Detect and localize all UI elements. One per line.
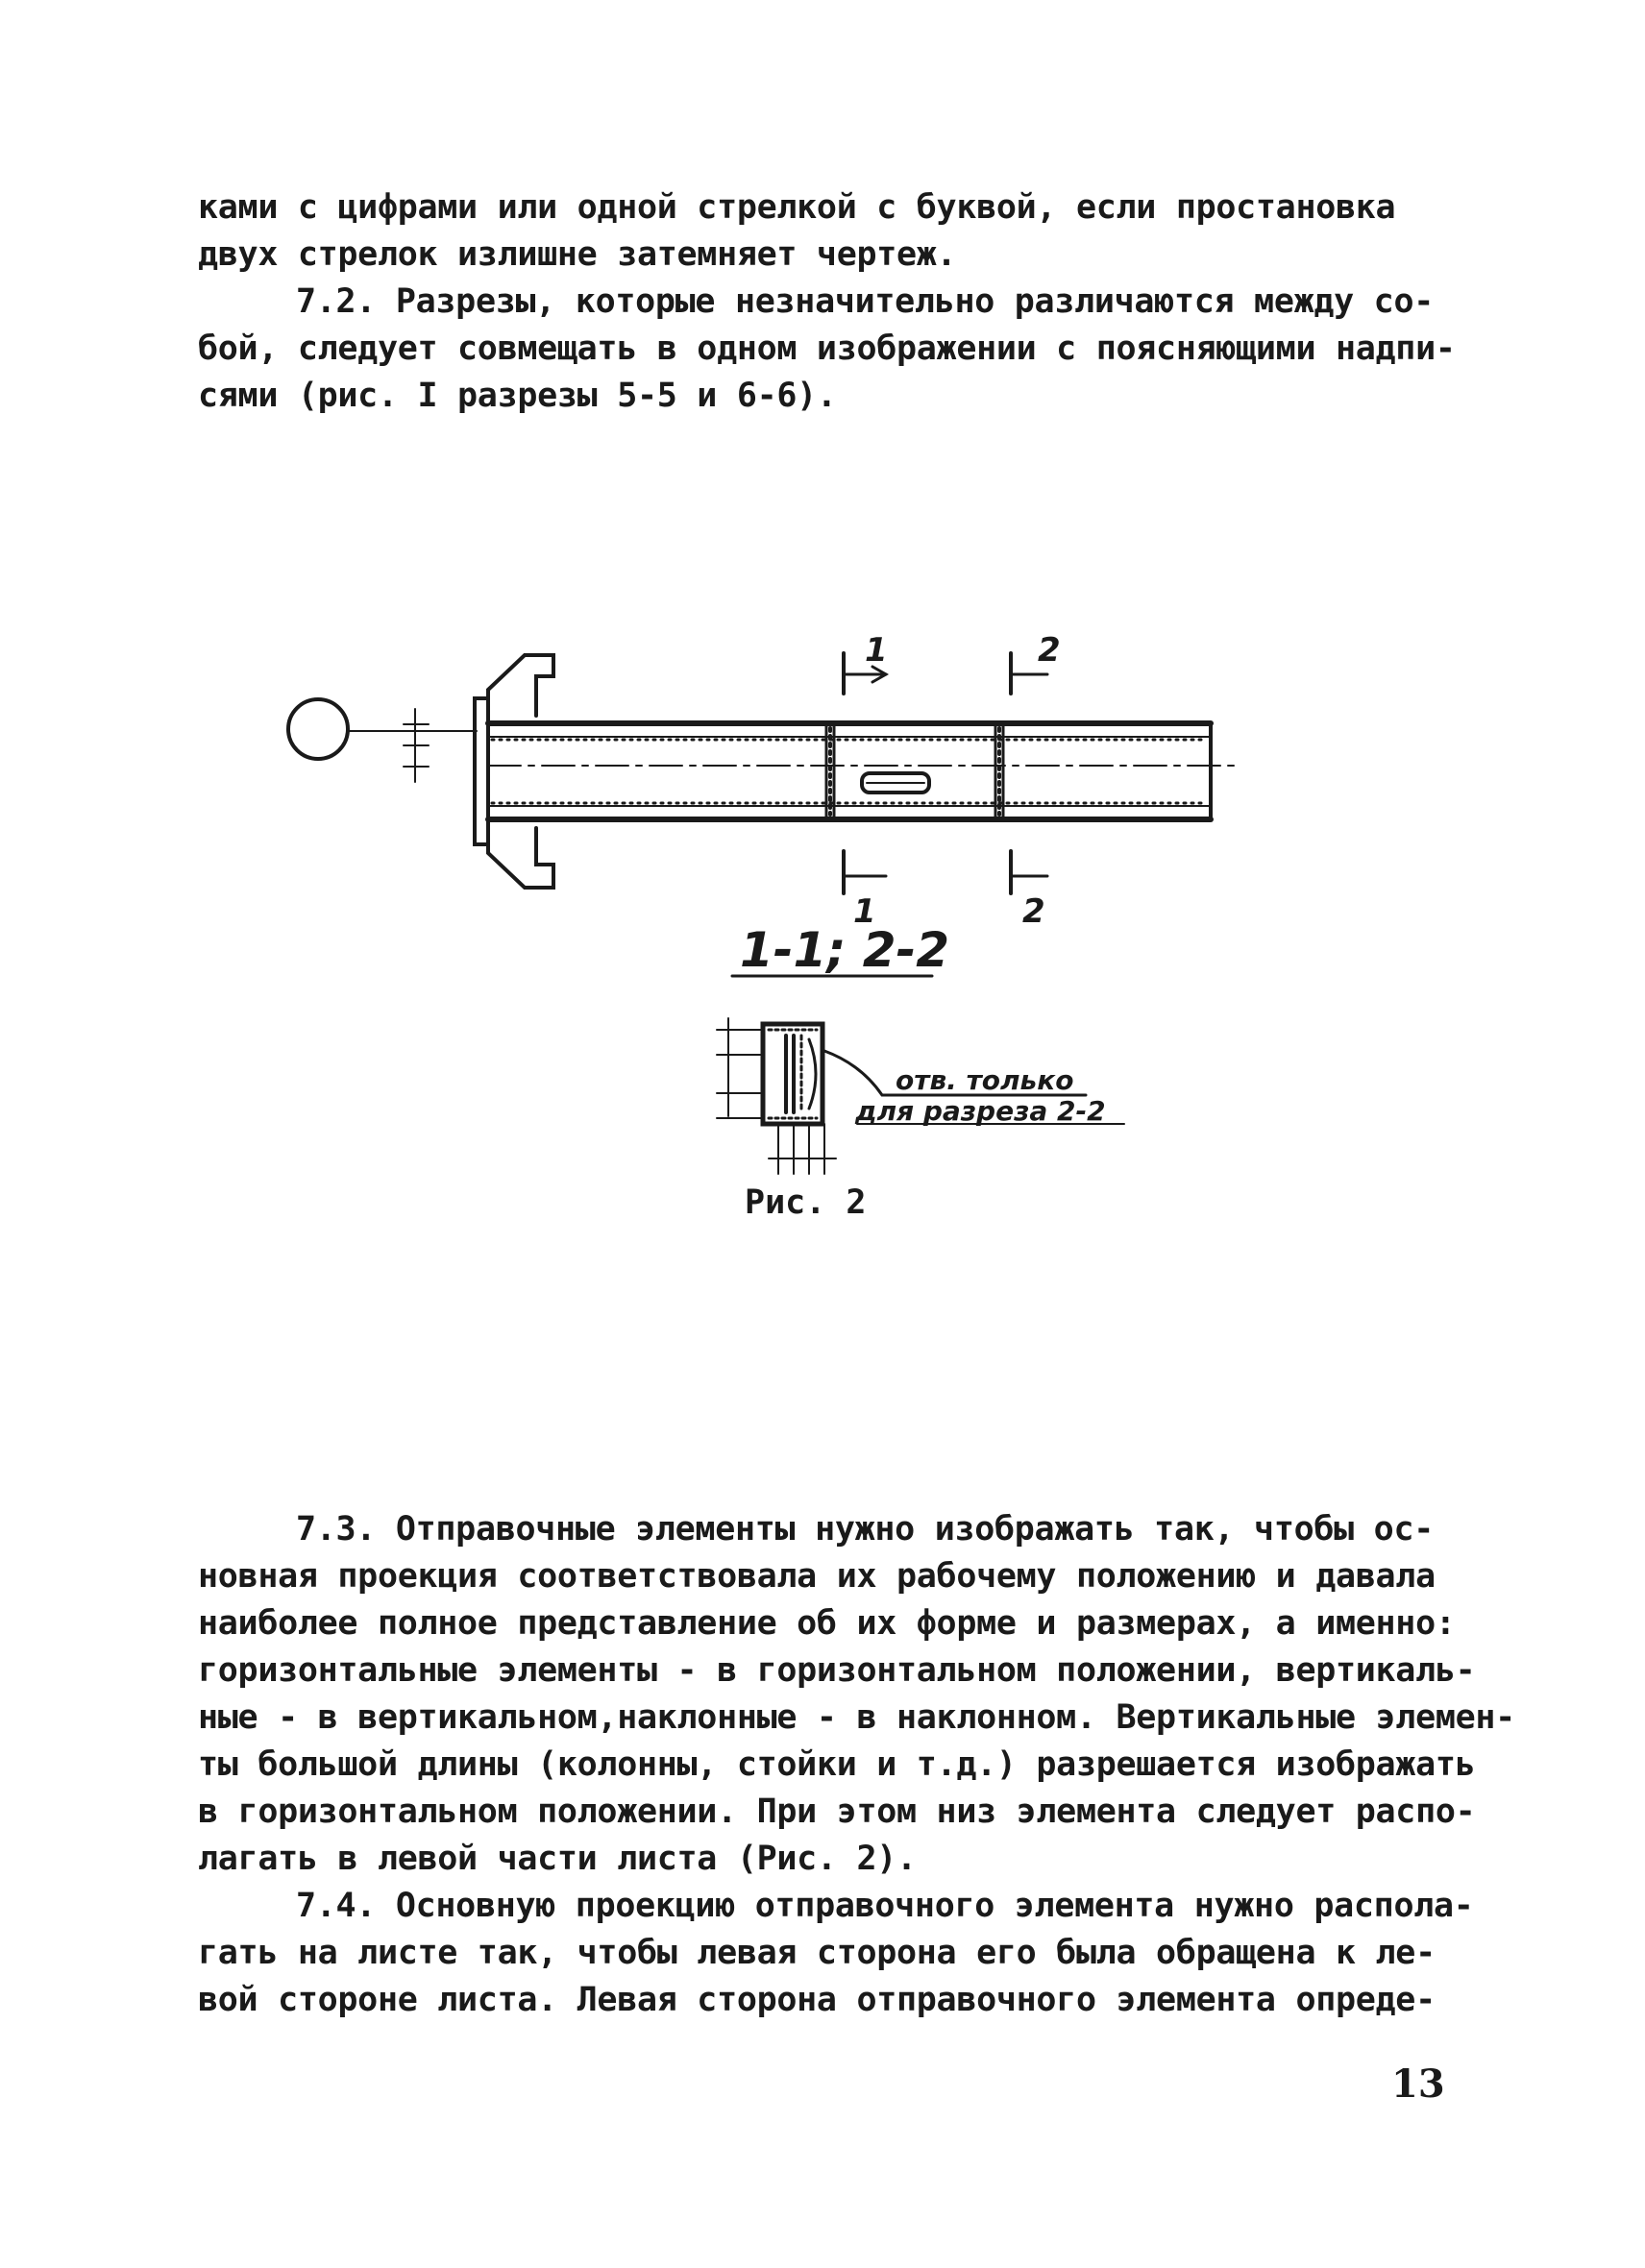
cut-label-1-bottom: 1 (853, 892, 876, 931)
text-line: двух стрелок излишне затемняет чертеж. (198, 235, 957, 274)
text-line: 7.4. Основную проекцию отправочного элемента нужно распола- (296, 1887, 1474, 1925)
text-line: горизонтальные элементы - в горизонтальном положении, вертикаль- (198, 1651, 1476, 1690)
text-line: в горизонтальном положении. При этом низ элемента следует распо- (198, 1792, 1476, 1831)
section-title: 1-1; 2-2 (740, 922, 950, 978)
hole-note-line2: для разреза 2-2 (855, 1095, 1106, 1127)
cut-label-2-bottom: 2 (1022, 892, 1045, 931)
text-line: ты большой длины (колонны, стойки и т.д.) разрешается изображать (198, 1745, 1476, 1784)
text-line: ками с цифрами или одной стрелкой с буквой, если простановка (198, 188, 1396, 227)
paragraph-bottom (198, 1506, 1515, 2024)
text-line: гать на листе так, чтобы левая сторона его была обращена к ле- (198, 1934, 1436, 1972)
cut-label-1-top: 1 (865, 631, 888, 670)
text-line: новная проекция соответствовала их рабочему положению и давала (198, 1557, 1436, 1596)
text-line: бой, следует совмещать в одном изображении с поясняющими надпи- (198, 329, 1456, 368)
end-plate (475, 698, 488, 844)
text-line: 7.2. Разрезы, которые незначительно различаются между со- (296, 282, 1434, 321)
text-line: наиболее полное представление об их форме и размерах, а именно: (198, 1604, 1456, 1643)
cut-label-2-top: 2 (1038, 631, 1061, 670)
figure-caption: Рис. 2 (745, 1183, 867, 1222)
hole-note-line1: отв. только (896, 1064, 1074, 1096)
text-line: лагать в левой части листа (Рис. 2). (198, 1840, 917, 1878)
reference-circle (288, 699, 348, 759)
text-line: сями (рис. I разрезы 5-5 и 6-6). (198, 377, 837, 415)
top-gusset (488, 655, 553, 716)
bottom-gusset (488, 828, 553, 888)
text-line: вой стороне листа. Левая сторона отправочного элемента опреде- (198, 1981, 1436, 2019)
page-number: 13 (1391, 2061, 1445, 2107)
text-line: 7.3. Отправочные элементы нужно изображать так, чтобы ос- (296, 1510, 1434, 1549)
text-line: ные - в вертикальном,наклонные - в наклонном. Вертикальные элемен- (198, 1698, 1515, 1737)
